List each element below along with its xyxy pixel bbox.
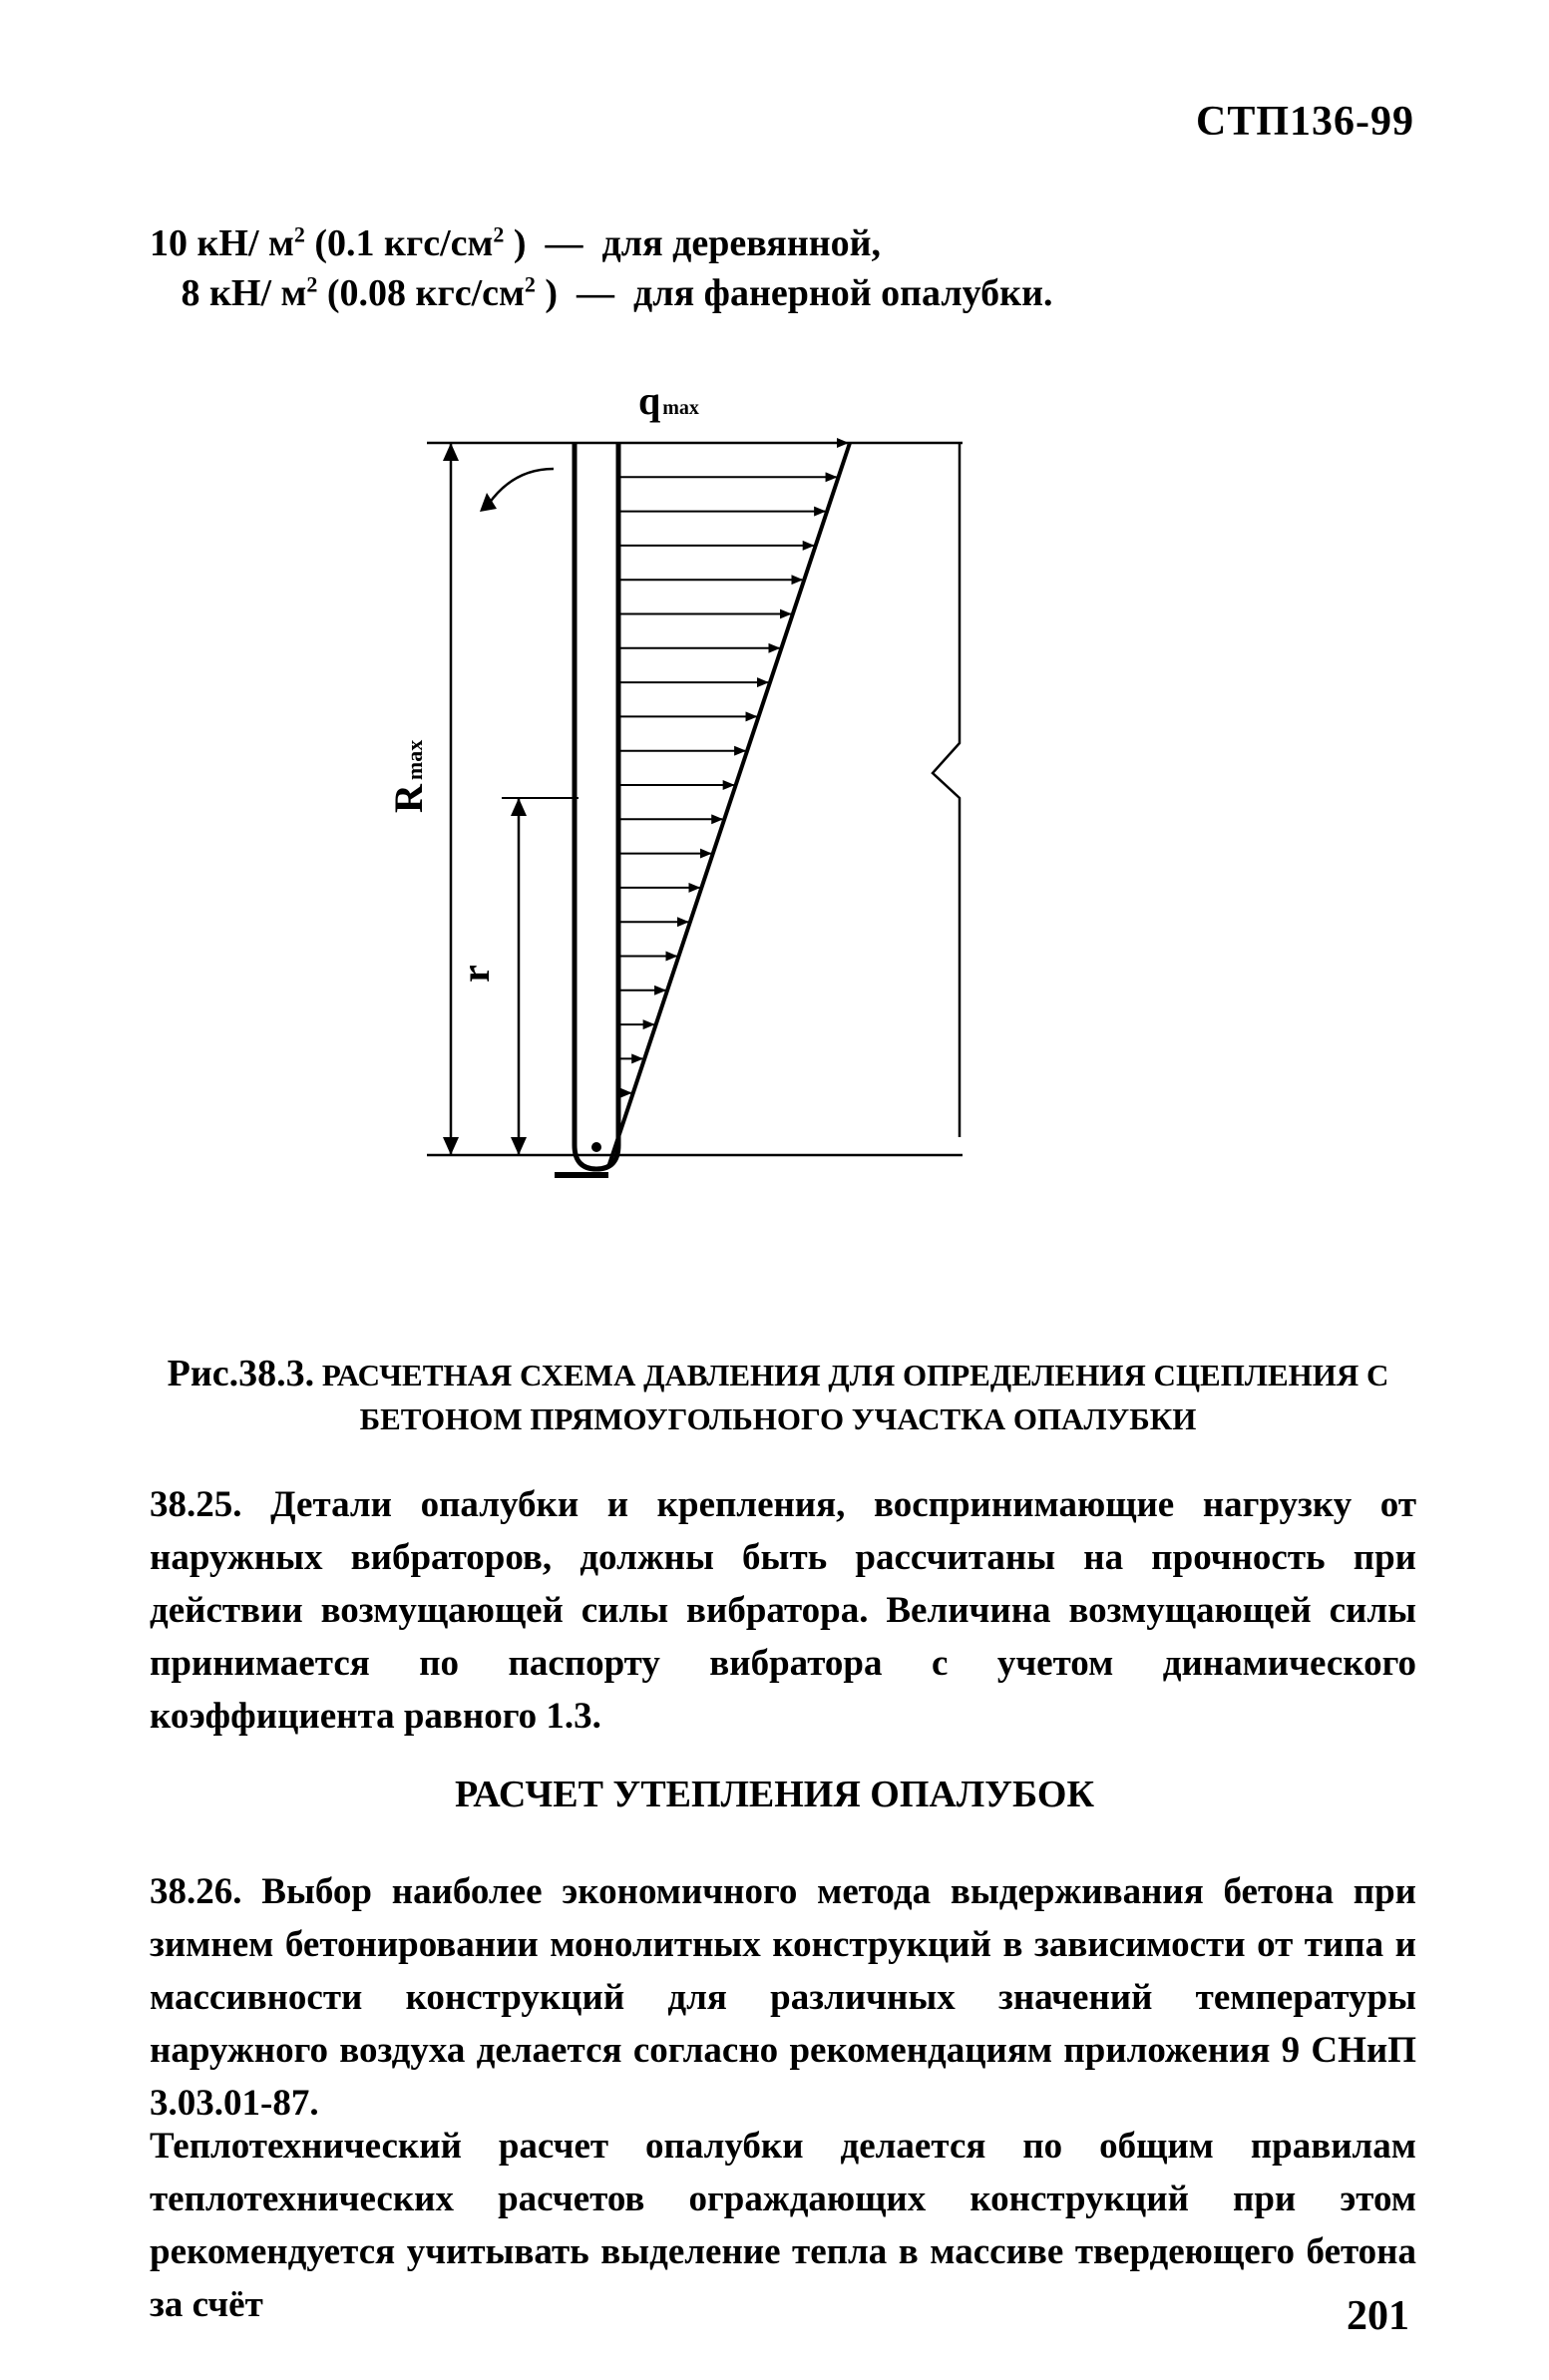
svg-text:Rmax: Rmax [386, 739, 431, 813]
section-title: РАСЧЕТ УТЕПЛЕНИЯ ОПАЛУБОК [454, 1774, 1095, 1815]
paragraph-text: 38.25. Детали опалубки и крепления, воспринимающие нагрузку от наружных вибраторов, должны быть рассчитаны на прочность при действии возмущающей силы вибратора. Величина возмущающей силы принимается по паспорту вибратора с учетом динамического коэффициента равного 1.3. [150, 1484, 1416, 1737]
formula-exponent: 2 [306, 271, 318, 297]
formula-value: (0.08 кгс/см [317, 272, 525, 314]
right-brace [933, 443, 960, 1137]
formula-value: 10 кН/ м [150, 222, 294, 264]
paragraph-text: 38.26. Выбор наиболее экономичного метода выдерживания бетона при зимнем бетонировании монолитных конструкций в зависимости от типа и массивности конструкций для различных значений температуры наружного воздуха делается согласно рекомендациям приложения 9 СНиП 3.03.01-87. [150, 1871, 1416, 2124]
formula-description: ) — для деревянной, [504, 222, 881, 264]
r-label [453, 965, 498, 983]
formula-exponent: 2 [493, 221, 505, 247]
rmax-label [386, 740, 431, 813]
paragraph-38-26 [150, 1865, 1416, 2130]
pressure-arrows [618, 443, 848, 1093]
figure-caption [150, 1352, 1406, 1441]
document-code: СТП136-99 [1196, 99, 1414, 145]
page-number: 201 [1347, 2293, 1409, 2339]
moment-arrow [489, 469, 554, 504]
svg-text:r: r [453, 965, 498, 983]
pressure-envelope [608, 443, 850, 1167]
formula-value: (0.1 кгс/см [304, 222, 494, 264]
paragraph-thermo [150, 2120, 1416, 2331]
caption-line: РАСЧЕТНАЯ СХЕМА ДАВЛЕНИЯ ДЛЯ ОПРЕДЕЛЕНИЯ СЦЕПЛЕНИЯ С [314, 1358, 1389, 1392]
formula-value: 8 кН/ м [172, 272, 307, 314]
paragraph-text: Теплотехнический расчет опалубки делается по общим правилам теплотехнических расчетов ограждающих конструкций при этом рекомендуется учитывать выделение тепла в массиве твердеющего бетона за счёт [150, 2126, 1416, 2325]
caption-prefix: Рис.38.3. [167, 1353, 315, 1394]
caption-line: БЕТОНОМ ПРЯМОУГОЛЬНОГО УЧАСТКА ОПАЛУБКИ [359, 1401, 1197, 1436]
formula-description: ) — для фанерной опалубки. [535, 272, 1053, 314]
qmax-label: qmax [638, 378, 699, 423]
formula-exponent: 2 [524, 271, 536, 297]
formula-exponent: 2 [293, 221, 305, 247]
formwork-tie [575, 443, 618, 1169]
paragraph-38-25 [150, 1478, 1416, 1743]
